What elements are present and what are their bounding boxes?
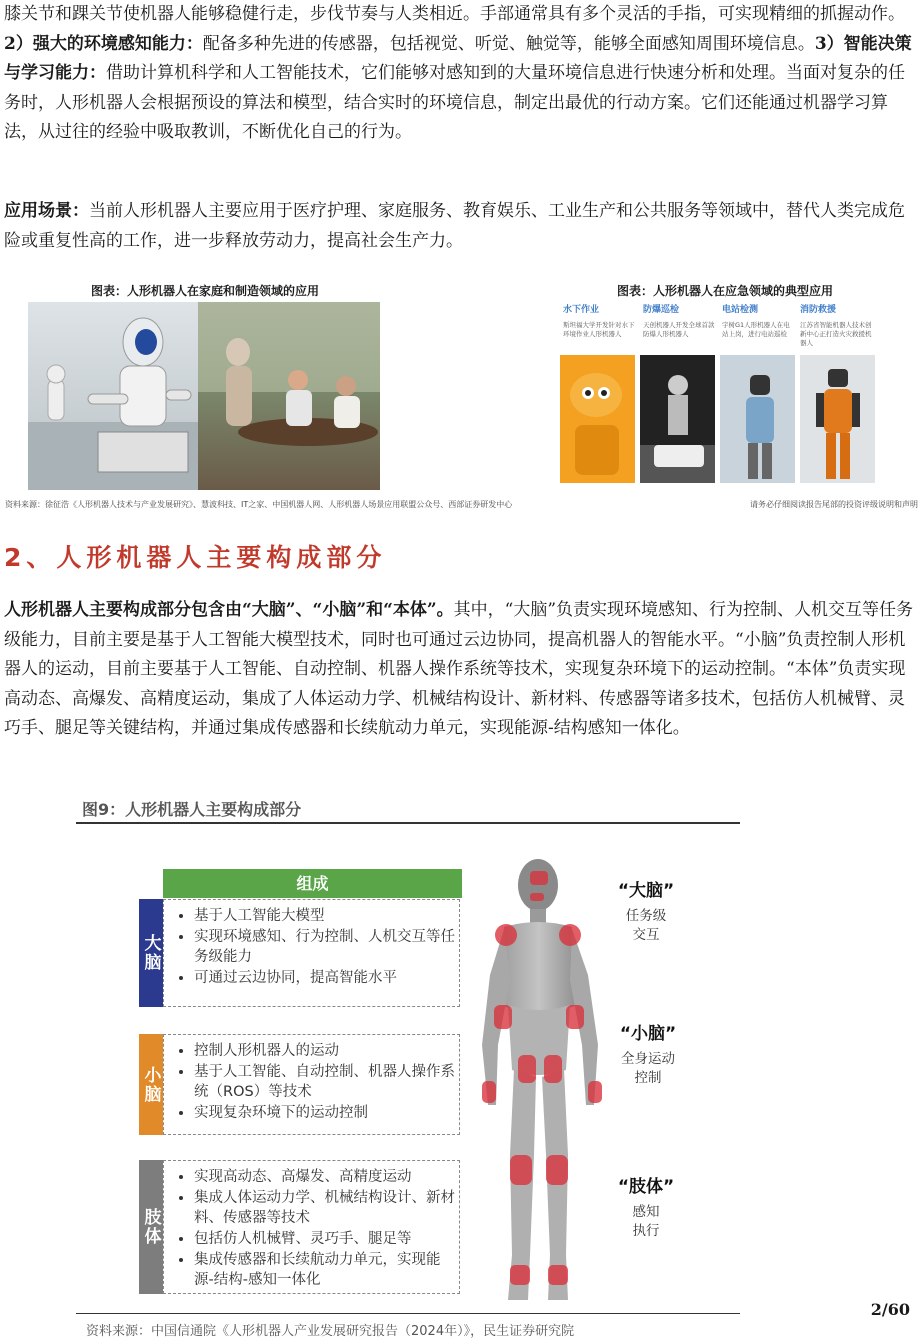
para-text: 其中，“大脑”负责实现环境感知、行为控制、人机交互等任务级能力，目前主要是基于人工智能大模型技术，同时也可通过云边协同，提高机器人的智能水平。“小脑”负责控制人形机器人的运动，目前主要基于人工智能、自动控制、机器人操作系统等技术，实现复杂环境下的运动控制。“本体”负责实现高动态、高爆发、高精度运动，集成了人体运动力学、机械结构设计、新材料、传感器等诸多技术，包括仿人机械臂、灵巧手、腿足等关键结构，并通过集成传感器和长续航动力单元，实现能源-结构感知一体化。 bbox=[4, 600, 914, 738]
cerebellum-side-label: 小脑 bbox=[139, 1034, 163, 1135]
figure-right-title: 图表：人形机器人在应急领域的典型应用 bbox=[616, 284, 833, 298]
label-sub: 感知 bbox=[632, 1204, 660, 1220]
para-text: 当前人形机器人主要应用于医疗护理、家庭服务、教育娱乐、工业生产和公共服务等领域中，替代人类完成危险或重复性高的工作，进一步释放劳动力，提高社会生产力。 bbox=[4, 201, 905, 251]
fire-robot-photo bbox=[800, 355, 875, 483]
label-sub: 执行 bbox=[632, 1223, 660, 1239]
limbs-label bbox=[606, 1172, 686, 1241]
list-item: • 实现环境感知、行为控制、人机交互等任务级能力 bbox=[194, 927, 459, 967]
intro-paragraph bbox=[4, 0, 918, 148]
figure9-title: 图9：人形机器人主要构成部分 bbox=[82, 800, 302, 819]
family-illustration bbox=[198, 302, 380, 490]
section-heading: 2、人形机器人主要构成部分 bbox=[4, 543, 387, 572]
inspection-robot-illustration bbox=[720, 355, 795, 483]
cerebellum-box bbox=[163, 1034, 460, 1135]
composition-header: 组成 bbox=[163, 869, 462, 898]
label-title: “肢体” bbox=[617, 1177, 675, 1197]
card-label-explosion: 防爆巡检 bbox=[643, 305, 680, 315]
card-desc-underwater: 斯坦福大学开发针对水下环境作业人形机器人 bbox=[563, 321, 635, 338]
card-label-power: 电站检测 bbox=[722, 305, 759, 315]
card-desc-explosion: 天创机器人开发全球首款防爆人形机器人 bbox=[643, 321, 715, 338]
figure-source-caption: 资料来源：徐征浩《人形机器人技术与产业发展研究》、慧波科技、IT之家、中国机器人网、人形机器人场景应用联盟公众号、西部证券研发中心 bbox=[5, 500, 513, 509]
list-item: • 集成人体运动力学、机械结构设计、新材料、传感器等技术 bbox=[194, 1188, 459, 1228]
brain-side-label: 大脑 bbox=[139, 899, 163, 1007]
page-number: 2/60 bbox=[870, 1300, 910, 1319]
brain-box bbox=[163, 899, 460, 1007]
home-robot-photo bbox=[198, 302, 380, 490]
para-bold: 应用场景： bbox=[4, 201, 89, 221]
list-item: • 控制人形机器人的运动 bbox=[194, 1041, 459, 1061]
figure9-bottom-rule bbox=[76, 1313, 740, 1314]
card-desc-fire: 江苏省智能机器人技术创新中心正打造火灾救援机器人 bbox=[800, 321, 872, 347]
patrol-robot-illustration bbox=[640, 355, 715, 483]
para-bold: 人形机器人主要构成部分包含由“大脑”、“小脑”和“本体”。 bbox=[4, 600, 454, 620]
figure-left-title: 图表：人形机器人在家庭和制造领域的应用 bbox=[90, 284, 319, 298]
para-text: 膝关节和踝关节使机器人能够稳健行走，步伐节奏与人类相近。手部通常具有多个灵活的手指，可实现精细的抓握动作。 bbox=[4, 4, 905, 24]
rescue-robot-illustration bbox=[800, 355, 875, 483]
label-title: “小脑” bbox=[619, 1024, 677, 1044]
factory-robot-photo bbox=[28, 302, 198, 490]
list-item: • 集成传感器和长续航动力单元，实现能源-结构-感知一体化 bbox=[194, 1250, 459, 1290]
components-paragraph bbox=[4, 596, 918, 744]
label-sub: 全身运动 bbox=[621, 1051, 675, 1067]
explosion-robot-photo bbox=[640, 355, 715, 483]
underwater-robot-photo bbox=[560, 355, 635, 483]
para-text: 配备多种先进的传感器，包括视觉、听觉、触觉等，能够全面感知周围环境信息。 bbox=[202, 33, 815, 54]
list-item: • 实现高动态、高爆发、高精度运动 bbox=[194, 1167, 459, 1187]
para-text: 借助计算机科学和人工智能技术，它们能够对感知到的大量环境信息进行快速分析和处理。当面对复杂的任务时，人形机器人会根据预设的算法和模型，结合实时的环境信息，制定出最优的行动方案。它们还能通过机器学习算法，从过往的经验中吸取教训，不断优化自己的行为。 bbox=[4, 63, 905, 142]
figure-disclaimer: 请务必仔细阅读报告尾部的投资评级说明和声明 bbox=[750, 500, 918, 509]
list-item: • 包括仿人机械臂、灵巧手、腿足等 bbox=[194, 1229, 459, 1249]
label-sub: 控制 bbox=[634, 1070, 662, 1086]
para-bold: 2）强大的环境感知能力： bbox=[4, 33, 203, 54]
label-title: “大脑” bbox=[617, 881, 675, 901]
para-bold: 3）智能决策与学习能力： bbox=[4, 33, 912, 83]
list-item: • 基于人工智能大模型 bbox=[194, 906, 459, 926]
figure9-top-rule bbox=[76, 822, 740, 824]
list-item: • 实现复杂环境下的运动控制 bbox=[194, 1103, 459, 1123]
cerebellum-label bbox=[606, 1019, 690, 1088]
power-robot-photo bbox=[720, 355, 795, 483]
list-item: • 可通过云边协同，提高智能水平 bbox=[194, 968, 459, 988]
card-label-underwater: 水下作业 bbox=[563, 305, 600, 315]
card-label-fire: 消防救援 bbox=[800, 305, 837, 315]
figure9-source: 资料来源：中国信通院《人形机器人产业发展研究报告（2024年）》，民生证券研究院 bbox=[86, 1324, 575, 1339]
card-desc-power: 宇树G1人形机器人在电站上岗，进行电站巡检 bbox=[722, 321, 790, 338]
limbs-side-label: 肢体 bbox=[139, 1160, 163, 1294]
humanoid-figure bbox=[470, 855, 610, 1313]
brain-label bbox=[606, 876, 686, 945]
label-sub: 任务级 bbox=[625, 908, 667, 924]
label-sub: 交互 bbox=[632, 927, 660, 943]
list-item: • 基于人工智能、自动控制、机器人操作系统（ROS）等技术 bbox=[194, 1062, 459, 1102]
robot-illustration bbox=[28, 302, 198, 490]
limbs-box bbox=[163, 1160, 460, 1294]
orange-robot-illustration bbox=[560, 355, 635, 483]
application-paragraph bbox=[4, 197, 918, 256]
